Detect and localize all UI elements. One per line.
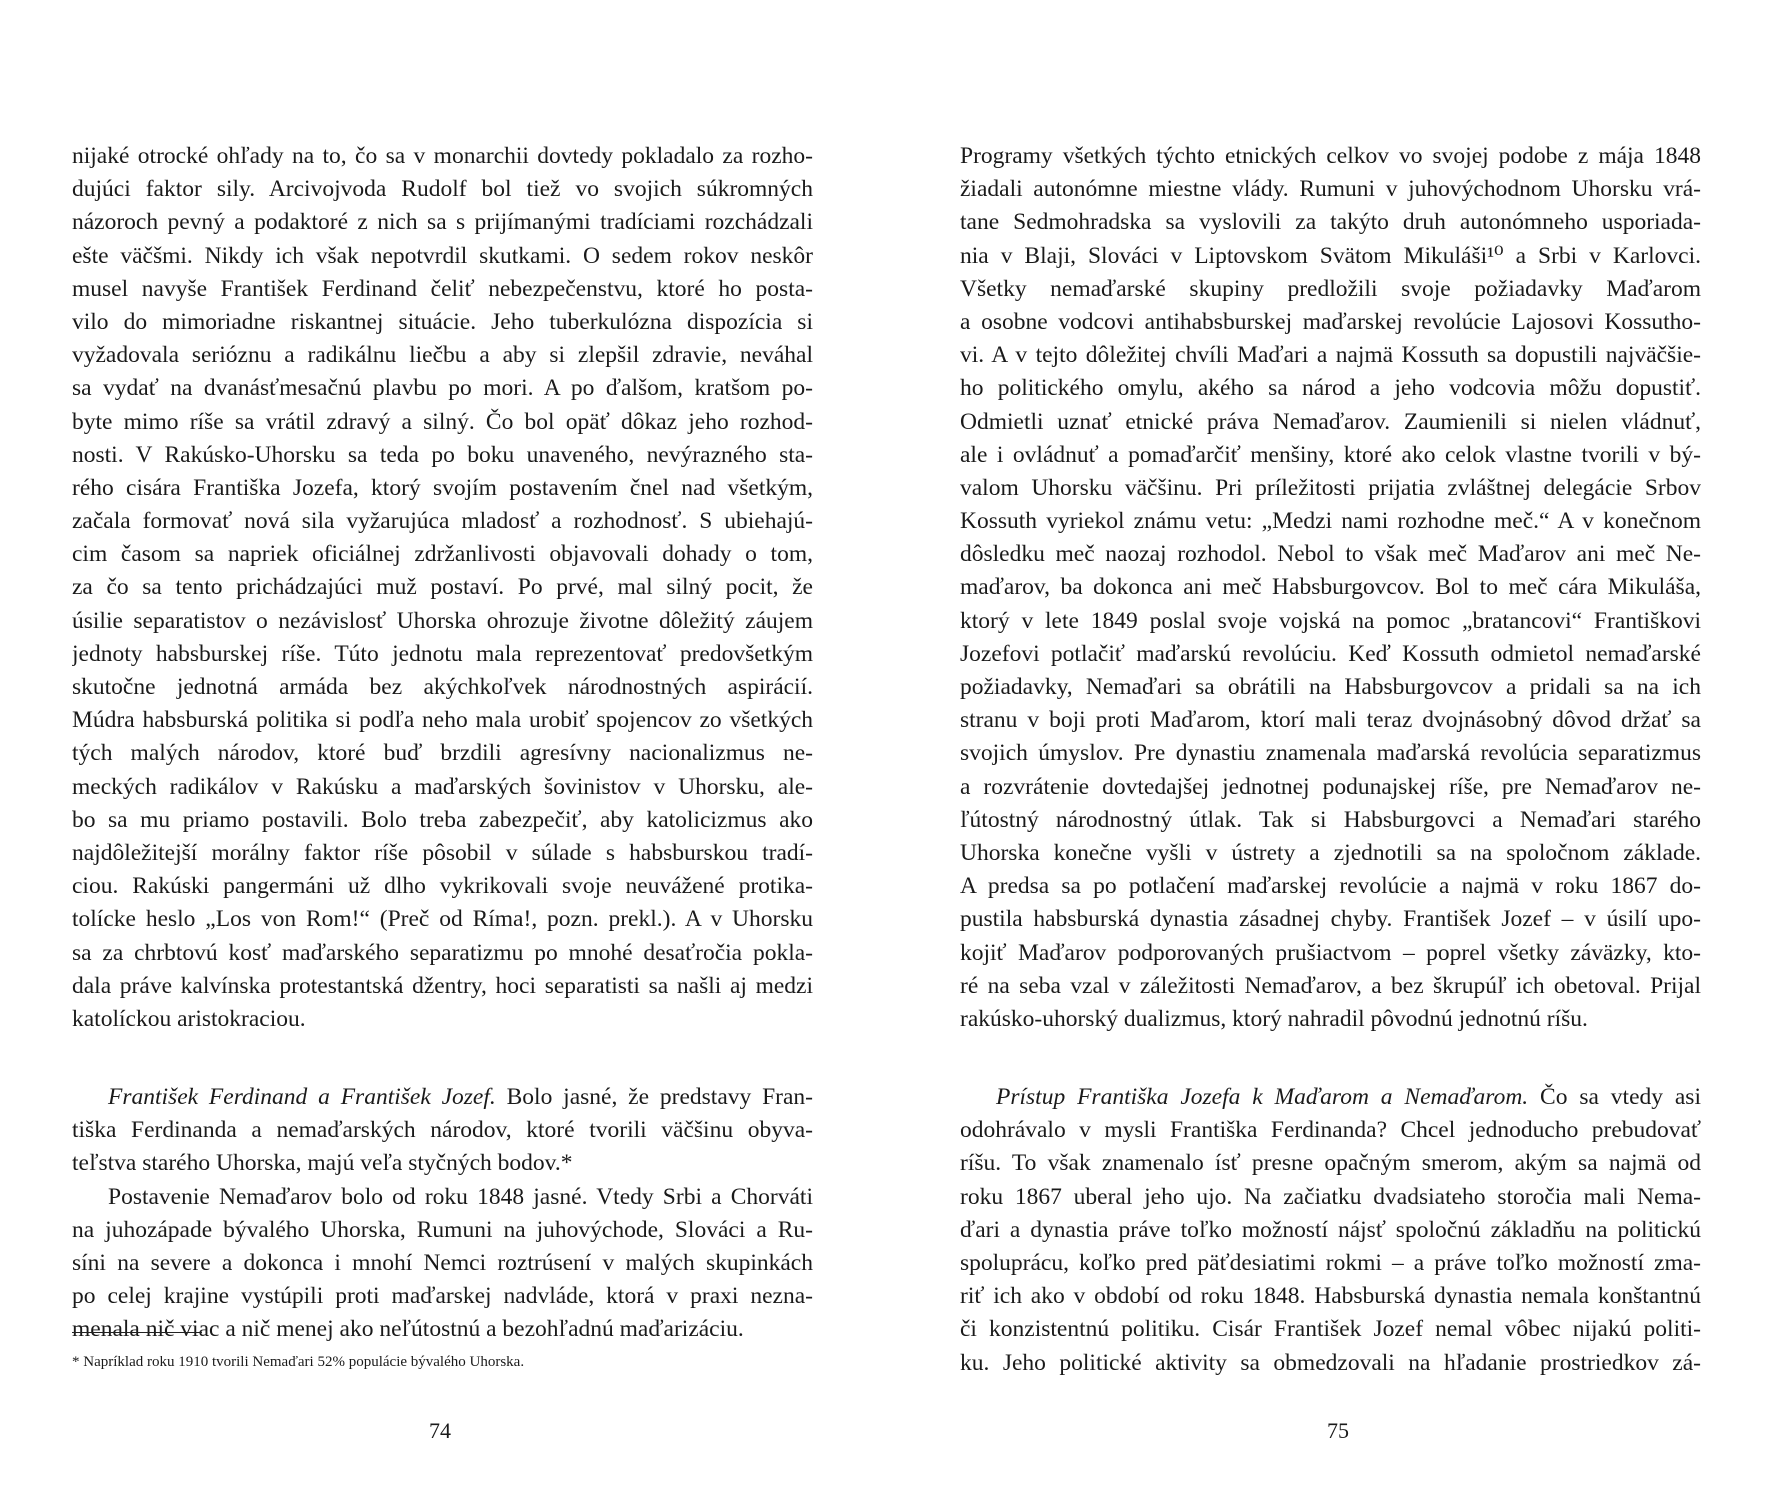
- text-line: ho politického omylu, akého sa národ a jeho vodcovia môžu dopustiť.: [960, 375, 1701, 402]
- text-line: Všetky nemaďarské skupiny predložili svoje požiadavky Maďarom: [960, 275, 1701, 302]
- text-line: po celej krajine vystúpili proti maďarskej nadvláde, ktorá v praxi nezna-: [72, 1283, 813, 1310]
- text-line: [72, 1081, 813, 1114]
- text-line: ešte väčšmi. Nikdy ich však nepotvrdil skutkami. O sedem rokov neskôr: [72, 242, 813, 269]
- text-line: menala nič viac a nič menej ako neľútostnú a bezohľadnú maďarizáciu.: [72, 1316, 744, 1343]
- text-line: jednoty habsburskej ríše. Túto jednotu mala reprezentovať predovšetkým: [72, 640, 813, 667]
- text-line: dôsledku meč naozaj rozhodol. Nebol to však meč Maďarov ani meč Ne-: [960, 541, 1701, 568]
- text-line: vilo do mimoriadne riskantnej situácie. Jeho tuberkulózna dispozícia si: [72, 308, 813, 335]
- text-line: síni na severe a dokonca i mnohí Nemci roztrúsení v malých skupinkách: [72, 1250, 813, 1276]
- text-line: vi. A v tejto dôležitej chvíli Maďari a najmä Kossuth sa dopustili najväčšie-: [960, 342, 1701, 369]
- text-line: odohrávalo v mysli Františka Ferdinanda? Chcel jednoducho prebudovať: [960, 1117, 1701, 1144]
- text-line: svojich úmyslov. Pre dynastiu znamenala maďarská revolúcia separatizmus: [960, 740, 1701, 767]
- section-gap: [72, 1036, 813, 1081]
- text-line: sa za chrbtovú kosť maďarského separatizmu po mnohé desaťročia pokla-: [72, 939, 813, 966]
- text-line: Programy všetkých týchto etnických celkov vo svojej podobe z mája 1848: [960, 143, 1701, 169]
- text-line: ktorý v lete 1849 poslal svoje vojská na pomoc „bratancovi“ Františkovi: [960, 607, 1701, 634]
- text-line: Postavenie Nemaďarov bolo od roku 1848 jasné. Vtedy Srbi a Chorváti: [108, 1183, 813, 1210]
- text-line: maďarov, ba dokonca ani meč Habsburgovcov. Bol to meč cára Mikuláša,: [960, 574, 1701, 601]
- text-line: bo sa mu priamo postavili. Bolo treba zabezpečiť, aby katolicizmus ako: [72, 806, 813, 833]
- right-page-text: [960, 140, 1701, 1380]
- page-number: 74: [429, 1418, 451, 1443]
- text-line: rakúsko-uhorský dualizmus, ktorý nahradil pôvodnú jednotnú ríšu.: [960, 1005, 1588, 1032]
- text-line: musel navyše František Ferdinand čeliť nebezpečenstvu, ktoré ho posta-: [72, 275, 813, 302]
- text-line: tiška Ferdinanda a nemaďarských národov, ktoré tvorili väčšinu obyva-: [72, 1117, 813, 1144]
- text-line: úsilie separatistov o nezávislosť Uhorska ohrozuje životne dôležitý záujem: [72, 607, 813, 634]
- text-line: za čo sa tento prichádzajúci muž postaví. Po prvé, mal silný pocit, že: [72, 574, 813, 601]
- text-line: dala práve kalvínska protestantská džentry, hoci separatisti sa našli aj medzi: [72, 972, 813, 999]
- section-heading: František Ferdinand a František Jozef.: [108, 1084, 496, 1111]
- text-line: spoluprácu, koľko pred päťdesiatimi rokmi – a práve toľko možností zma-: [960, 1250, 1701, 1276]
- text-line: cim časom sa napriek oficiálnej zdržanlivosti objavovali dohady o tom,: [72, 541, 813, 568]
- text-line: žiadali autonómne miestne vlády. Rumuni v juhovýchodnom Uhorsku vrá-: [960, 176, 1701, 203]
- text-line: ciou. Rakúski pangermáni už dlho vykrikovali svoje neuvážené protika-: [72, 873, 813, 900]
- text-line: Uhorska konečne vyšli v ústrety a zjednotili sa na spoločnom základe.: [960, 839, 1701, 866]
- text-line: ríšu. To však znamenalo ísť presne opačným smerom, akým sa najmä od: [960, 1150, 1701, 1177]
- text-line: dujúci faktor sily. Arcivojvoda Rudolf bol tiež vo svojich súkromných: [72, 176, 813, 203]
- text-line: či konzistentnú politiku. Cisár František Jozef nemal vôbec nijakú politi-: [960, 1316, 1701, 1343]
- text-line: sa vydať na dvanásťmesačnú plavbu po mori. A po ďalšom, kratšom po-: [72, 375, 813, 402]
- text-line: katolíckou aristokraciou.: [72, 1005, 306, 1032]
- section-first-line: Bolo jasné, že predstavy Fran-: [506, 1084, 813, 1111]
- text-line: meckých radikálov v Rakúsku a maďarských šovinistov v Uhorsku, ale-: [72, 773, 813, 800]
- text-line: [960, 1081, 1701, 1114]
- text-line: Múdra habsburská politika si podľa neho mala urobiť spojencov zo všetkých: [72, 707, 813, 734]
- footnote: * Napríklad roku 1910 tvorili Nemaďari 52% populácie bývalého Uhorska.: [72, 1354, 525, 1370]
- text-line: tých malých národov, ktoré buď brzdili agresívny nacionalizmus ne-: [72, 740, 813, 767]
- text-line: kojiť Maďarov podporovaných prušiactvom – poprel všetky záväzky, kto-: [960, 939, 1701, 966]
- text-line: riť ich ako v období od roku 1848. Habsburská dynastia nemala konštantnú: [960, 1283, 1701, 1310]
- text-line: nia v Blaji, Slováci v Liptovskom Svätom Mikuláši¹⁰ a Srbi v Karlovci.: [960, 242, 1701, 269]
- text-line: ré na seba vzal v záležitosti Nemaďarov, a bez škrupúľ ich obetoval. Prijal: [960, 972, 1701, 999]
- text-line: teľstva starého Uhorska, majú veľa styčných bodov.*: [72, 1150, 573, 1177]
- text-line: nosti. V Rakúsko-Uhorsku sa teda po boku unaveného, nevýrazného sta-: [72, 441, 813, 468]
- text-line: na juhozápade bývalého Uhorska, Rumuni na juhovýchode, Slováci a Ru-: [72, 1216, 813, 1243]
- text-line: skutočne jednotná armáda bez akýchkoľvek národnostných aspirácií.: [72, 674, 813, 700]
- footnote-rule: [72, 1332, 202, 1333]
- text-line: Kossuth vyriekol známu vetu: „Medzi nami rozhodne meč.“ A v konečnom: [960, 508, 1701, 535]
- text-line: požiadavky, Nemaďari sa obrátili na Habsburgovcov a pridali sa na ich: [960, 674, 1701, 700]
- text-line: a rozvrátenie dovtedajšej jednotnej podunajskej ríše, pre Nemaďarov ne-: [960, 773, 1701, 800]
- text-line: valom Uhorsku väčšinu. Pri príležitosti prijatia zvláštnej delegácie Srbov: [960, 474, 1701, 501]
- text-line: A predsa sa po potlačení maďarskej revolúcie a najmä v roku 1867 do-: [960, 873, 1701, 900]
- text-line: byte mimo ríše sa vrátil zdravý a silný. Čo bol opäť dôkaz jeho rozhod-: [72, 408, 813, 435]
- text-line: roku 1867 uberal jeho ujo. Na začiatku dvadsiateho storočia mali Nema-: [960, 1183, 1701, 1210]
- text-line: najdôležitejší morálny faktor ríše pôsobil v súlade s habsburskou tradí-: [72, 839, 813, 866]
- text-line: Jozefovi potlačiť maďarskú revolúciu. Keď Kossuth odmietol nemaďarské: [960, 640, 1701, 667]
- text-line: a osobne vodcovi antihabsburskej maďarskej revolúcie Lajosovi Kossutho-: [960, 308, 1701, 335]
- section-gap: [960, 1036, 1701, 1081]
- text-line: vyžadovala serióznu a radikálnu liečbu a aby si zlepšil zdravie, neváhal: [72, 342, 813, 369]
- text-line: pustila habsburská dynastia zásadnej chyby. František Jozef – v úsilí upo-: [960, 906, 1701, 933]
- right-page: [889, 0, 1778, 1500]
- section-first-line: Čo sa vtedy asi: [1540, 1084, 1701, 1111]
- text-line: Odmietli uznať etnické práva Nemaďarov. Zaumienili si nielen vládnuť,: [960, 408, 1701, 435]
- text-line: rého cisára Františka Jozefa, ktorý svojím postavením čnel nad všetkým,: [72, 474, 813, 501]
- section-heading: Prístup Františka Jozefa k Maďarom a Nemaďarom.: [996, 1084, 1529, 1111]
- text-line: tane Sedmohradska sa vyslovili za takýto druh autonómneho usporiada-: [960, 209, 1701, 236]
- text-line: ale i ovládnuť a pomaďarčiť menšiny, ktoré ako celok vlastne tvorili v bý-: [960, 441, 1701, 468]
- left-page-text: [72, 140, 813, 1347]
- text-line: tolícke heslo „Los von Rom!“ (Preč od Ríma!, pozn. prekl.). A v Uhorsku: [72, 906, 813, 933]
- text-line: názoroch pevný a podaktoré z nich sa s prijímanými tradíciami rozchádzali: [72, 209, 813, 236]
- text-line: ľútostný národnostný útlak. Tak si Habsburgovci a Nemaďari starého: [960, 806, 1701, 833]
- text-line: stranu v boji proti Maďarom, ktorí mali teraz dvojnásobný dôvod držať sa: [960, 707, 1701, 734]
- page-number: 75: [1327, 1418, 1349, 1443]
- text-line: ku. Jeho politické aktivity sa obmedzovali na hľadanie prostriedkov zá-: [960, 1349, 1701, 1376]
- text-line: nijaké otrocké ohľady na to, čo sa v monarchii dovtedy pokladalo za rozho-: [72, 143, 813, 169]
- text-line: ďari a dynastia práve toľko možností nájsť spoločnú základňu na politickú: [960, 1216, 1701, 1243]
- text-line: začala formovať nová sila vyžarujúca mladosť a rozhodnosť. S ubiehajú-: [72, 508, 813, 535]
